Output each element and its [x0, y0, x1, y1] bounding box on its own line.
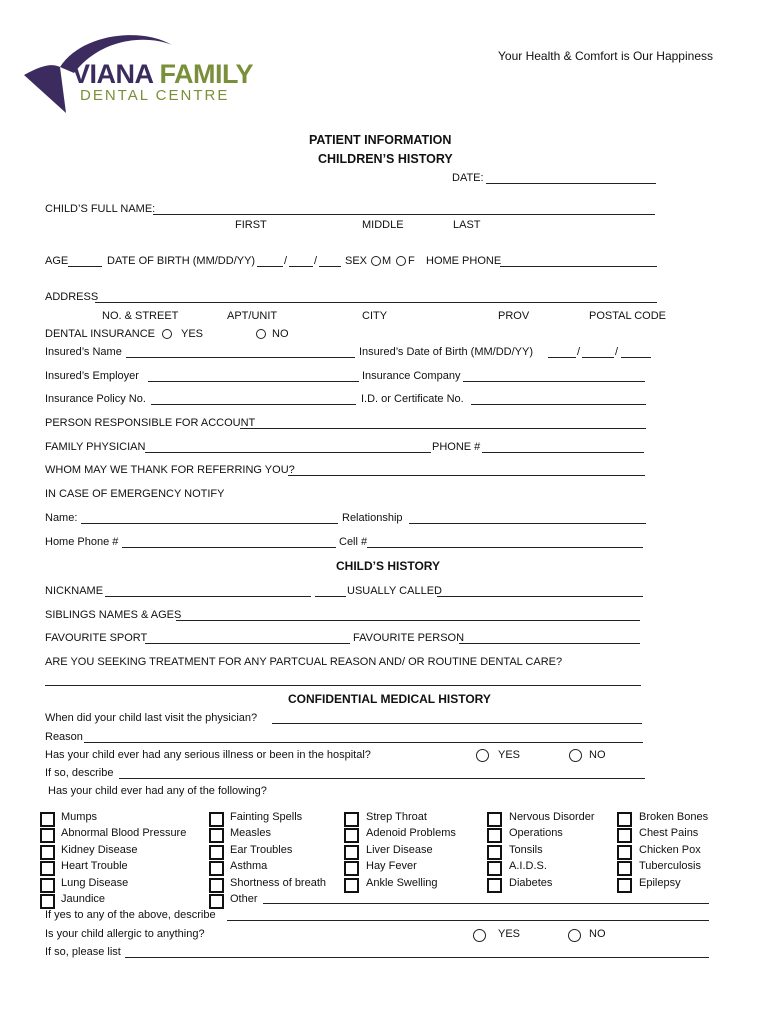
condition-checkbox[interactable]: [487, 878, 502, 893]
condition-label: Tuberculosis: [639, 860, 701, 873]
if-yes-describe-label: If yes to any of the above, describe: [45, 909, 216, 921]
condition-label: Other: [230, 893, 258, 905]
favourite-person-label: FAVOURITE PERSON: [353, 632, 465, 644]
condition-label: Shortness of breath: [230, 876, 327, 889]
condition-checkbox[interactable]: [617, 861, 632, 876]
insurance-no-radio[interactable]: [256, 329, 266, 339]
other-condition-field[interactable]: [263, 903, 709, 904]
condition-checkbox[interactable]: [40, 812, 55, 827]
favourite-sport-label: FAVOURITE SPORT: [45, 632, 148, 644]
reason-label: Reason: [45, 731, 83, 743]
dob-month-field[interactable]: [257, 266, 283, 267]
condition-label: Mumps: [61, 811, 98, 823]
last-visit-label: When did your child last visit the physician?: [45, 712, 258, 724]
condition-checkbox[interactable]: [344, 828, 359, 843]
describe-field[interactable]: [119, 778, 645, 779]
condition-label: Operations: [509, 827, 563, 840]
condition-label: Ankle Swelling: [366, 876, 438, 889]
cell-field[interactable]: [367, 547, 643, 548]
age-field[interactable]: [68, 266, 102, 267]
condition-label: Strep Throat: [366, 811, 427, 823]
home-phone-field[interactable]: [500, 266, 657, 267]
condition-label: Abnormal Blood Pressure: [61, 827, 187, 840]
insured-name-label: Insured’s Name: [45, 346, 122, 358]
address-field[interactable]: [95, 302, 657, 303]
logo-word-viana: VIANA: [72, 59, 153, 89]
condition-label: Chicken Pox: [639, 843, 701, 856]
insurance-yes-radio[interactable]: [162, 329, 172, 339]
physician-phone-label: PHONE #: [432, 441, 481, 453]
condition-checkbox[interactable]: [617, 845, 632, 860]
child-full-name-label: CHILD’S FULL NAME:: [45, 203, 156, 215]
condition-label: Epilepsy: [639, 876, 681, 889]
had-any-label: Has your child ever had any of the following?: [48, 785, 267, 797]
favourite-sport-field[interactable]: [145, 643, 350, 644]
sex-m-radio[interactable]: [371, 256, 381, 266]
condition-checkbox[interactable]: [40, 828, 55, 843]
condition-label: Liver Disease: [366, 843, 433, 856]
seeking-treatment-field[interactable]: [45, 685, 641, 686]
first-caption: FIRST: [235, 219, 267, 231]
home-phone-label: HOME PHONE: [426, 255, 502, 267]
tagline: Your Health & Comfort is Our Happiness: [498, 49, 713, 63]
condition-label: Tonsils: [509, 843, 543, 856]
insurance-company-field[interactable]: [463, 381, 645, 382]
last-visit-field[interactable]: [272, 723, 642, 724]
condition-label: Jaundice: [61, 893, 106, 905]
illness-yes-label: YES: [498, 749, 521, 761]
referral-label: WHOM MAY WE THANK FOR REFERRING YOU?: [45, 464, 295, 476]
logo-word-family: FAMILY: [159, 59, 254, 89]
condition-checkbox[interactable]: [40, 845, 55, 860]
allergic-no-label: NO: [589, 928, 606, 940]
please-list-label: If so, please list: [45, 946, 121, 958]
if-yes-describe-field[interactable]: [227, 920, 709, 921]
insured-dob-label: Insured’s Date of Birth (MM/DD/YY): [359, 346, 534, 358]
insured-employer-field[interactable]: [148, 381, 359, 382]
condition-label: Diabetes: [509, 876, 553, 889]
condition-label: Nervous Disorder: [509, 811, 595, 823]
illness-no-radio[interactable]: [569, 749, 582, 762]
condition-checkbox[interactable]: [209, 894, 224, 909]
condition-label: Heart Trouble: [61, 860, 128, 873]
sex-f-label: F: [408, 255, 415, 267]
allergic-label: Is your child allergic to anything?: [45, 928, 205, 940]
city-caption: CITY: [362, 310, 388, 322]
emergency-name-label: Name:: [45, 512, 78, 524]
child-full-name-field[interactable]: [153, 214, 655, 215]
date-field[interactable]: [486, 183, 656, 184]
siblings-label: SIBLINGS NAMES & AGES: [45, 609, 182, 621]
insurance-policy-field[interactable]: [151, 404, 356, 405]
nickname-field[interactable]: [105, 596, 311, 597]
last-caption: LAST: [453, 219, 481, 231]
sex-f-radio[interactable]: [396, 256, 406, 266]
title-childrens-history: CHILDREN’S HISTORY: [318, 152, 453, 166]
medical-history-heading: CONFIDENTIAL MEDICAL HISTORY: [288, 692, 491, 706]
middle-caption: MIDDLE: [362, 219, 404, 231]
age-label: AGE: [45, 255, 69, 267]
condition-checkbox[interactable]: [487, 812, 502, 827]
condition-checkbox[interactable]: [344, 845, 359, 860]
insured-dob-year-field[interactable]: [621, 357, 651, 358]
insurance-policy-label: Insurance Policy No.: [45, 393, 146, 405]
condition-label: Ear Troubles: [230, 843, 293, 856]
condition-checkbox[interactable]: [617, 828, 632, 843]
date-label: DATE:: [452, 172, 484, 184]
emergency-name-field[interactable]: [81, 523, 338, 524]
childs-history-heading: CHILD’S HISTORY: [336, 559, 441, 573]
illness-question: Has your child ever had any serious illness or been in the hospital?: [45, 749, 371, 761]
reason-field[interactable]: [84, 742, 643, 743]
condition-label: Broken Bones: [639, 811, 709, 823]
condition-checkbox[interactable]: [40, 878, 55, 893]
insured-dob-slash: /: [577, 346, 581, 358]
id-certificate-label: I.D. or Certificate No.: [361, 393, 464, 405]
relationship-field[interactable]: [409, 523, 646, 524]
condition-checkbox[interactable]: [617, 878, 632, 893]
dob-year-field[interactable]: [319, 266, 341, 267]
favourite-person-field[interactable]: [459, 643, 640, 644]
usually-called-prefix-line: [315, 596, 346, 597]
condition-checkbox[interactable]: [209, 878, 224, 893]
dob-day-field[interactable]: [289, 266, 313, 267]
condition-checkbox[interactable]: [40, 861, 55, 876]
condition-label: Asthma: [230, 860, 268, 873]
condition-checkbox[interactable]: [40, 894, 55, 909]
logo-subtitle: DENTAL CENTRE: [80, 87, 230, 104]
dob-slash: /: [314, 255, 318, 267]
title-patient-information: PATIENT INFORMATION: [309, 133, 452, 147]
emergency-home-phone-label: Home Phone #: [45, 536, 119, 548]
clinic-logo: [22, 27, 254, 115]
dob-slash: /: [284, 255, 288, 267]
id-certificate-field[interactable]: [471, 404, 646, 405]
condition-checkbox[interactable]: [487, 828, 502, 843]
usually-called-label: USUALLY CALLED: [347, 585, 442, 597]
condition-label: Fainting Spells: [230, 811, 303, 823]
insurance-yes-label: YES: [181, 328, 204, 340]
dob-label: DATE OF BIRTH (MM/DD/YY): [107, 255, 256, 267]
condition-label: Measles: [230, 827, 271, 840]
please-list-field[interactable]: [125, 957, 709, 958]
dental-insurance-label: DENTAL INSURANCE: [45, 328, 156, 340]
condition-label: Chest Pains: [639, 827, 699, 840]
condition-checkbox[interactable]: [344, 878, 359, 893]
condition-checkbox[interactable]: [209, 861, 224, 876]
physician-phone-field[interactable]: [482, 452, 644, 453]
condition-label: A.I.D.S.: [509, 860, 547, 873]
insured-dob-slash: /: [615, 346, 619, 358]
insured-dob-month-field[interactable]: [548, 357, 576, 358]
insured-employer-label: Insured’s Employer: [45, 370, 139, 382]
family-physician-field[interactable]: [145, 452, 431, 453]
responsible-field[interactable]: [240, 428, 646, 429]
condition-checkbox[interactable]: [209, 812, 224, 827]
address-label: ADDRESS: [45, 291, 99, 303]
sex-m-label: M: [382, 255, 392, 267]
nickname-label: NICKNAME: [45, 585, 104, 597]
sex-label: SEX: [345, 255, 368, 267]
referral-field[interactable]: [288, 475, 645, 476]
usually-called-field[interactable]: [437, 596, 643, 597]
emergency-label: IN CASE OF EMERGENCY NOTIFY: [45, 488, 225, 500]
insurance-company-label: Insurance Company: [362, 370, 461, 382]
allergic-yes-radio[interactable]: [473, 929, 486, 942]
family-physician-label: FAMILY PHYSICIAN: [45, 441, 146, 453]
allergic-no-radio[interactable]: [568, 929, 581, 942]
condition-checkbox[interactable]: [617, 812, 632, 827]
allergic-yes-label: YES: [498, 928, 521, 940]
condition-checkbox[interactable]: [344, 861, 359, 876]
condition-label: Lung Disease: [61, 876, 129, 889]
unit-caption: APT/UNIT: [227, 310, 278, 322]
illness-no-label: NO: [589, 749, 606, 761]
condition-label: Adenoid Problems: [366, 827, 456, 840]
describe-label: If so, describe: [45, 767, 114, 779]
siblings-field[interactable]: [176, 620, 640, 621]
seeking-treatment-label: ARE YOU SEEKING TREATMENT FOR ANY PARTCUAL REASON AND/ OR ROUTINE DENTAL CARE?: [45, 656, 563, 668]
cell-label: Cell #: [339, 536, 368, 548]
condition-label: Hay Fever: [366, 860, 417, 873]
postal-caption: POSTAL CODE: [589, 310, 667, 322]
street-caption: NO. & STREET: [102, 310, 179, 322]
illness-yes-radio[interactable]: [476, 749, 489, 762]
condition-checkbox[interactable]: [209, 845, 224, 860]
condition-label: Kidney Disease: [61, 843, 138, 856]
condition-checkbox[interactable]: [487, 845, 502, 860]
condition-checkbox[interactable]: [209, 828, 224, 843]
emergency-home-phone-field[interactable]: [122, 547, 336, 548]
relationship-label: Relationship: [342, 512, 403, 524]
prov-caption: PROV: [498, 310, 530, 322]
condition-checkbox[interactable]: [487, 861, 502, 876]
responsible-label: PERSON RESPONSIBLE FOR ACCOUNT: [45, 417, 256, 429]
insured-name-field[interactable]: [126, 357, 355, 358]
insured-dob-day-field[interactable]: [582, 357, 614, 358]
condition-checkbox[interactable]: [344, 812, 359, 827]
insurance-no-label: NO: [272, 328, 289, 340]
